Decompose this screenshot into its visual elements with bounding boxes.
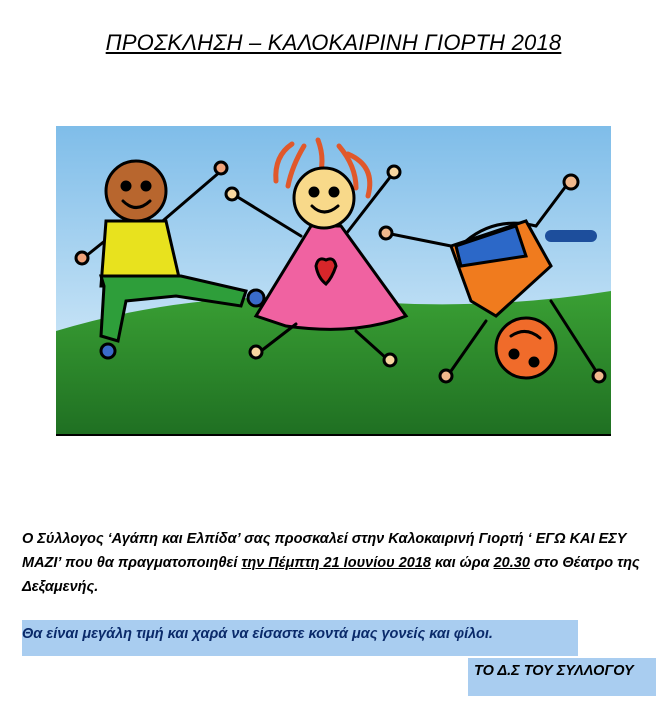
paragraph-venue: στο Θέατρο της Δεξαμενής. <box>22 555 640 595</box>
event-date: την Πέμπτη 21 Ιουνίου 2018 <box>241 555 431 571</box>
document-title: ΠΡΟΣΚΛΗΣΗ – ΚΑΛΟΚΑΙΡΙΝΗ ΓΙΟΡΤΗ 2018 <box>105 30 562 55</box>
event-time: 20.30 <box>493 555 530 571</box>
invitation-paragraph <box>22 527 652 599</box>
highlighted-closing-line <box>22 620 578 656</box>
children-playing-illustration <box>56 126 611 436</box>
paragraph-time-prefix: και ώρα <box>430 555 494 571</box>
signature-text: ΤΟ Δ.Σ ΤΟΥ ΣΥΛΛΟΓΟΥ <box>474 663 634 679</box>
closing-text: Θα είναι μεγάλη τιμή και χαρά να είσαστε κοντά μας γονείς και φίλοι. <box>22 626 493 642</box>
paragraph-intro: Ο Σύλλογος ‘Αγάπη και Ελπίδα’ σας προσκαλεί στην Καλοκαιρινή Γιορτή ‘ ΕΓΩ ΚΑΙ ΕΣΥ ΜΑΖΙ’ που θα πραγματοποιηθεί <box>22 531 627 571</box>
signature-block <box>468 658 656 696</box>
